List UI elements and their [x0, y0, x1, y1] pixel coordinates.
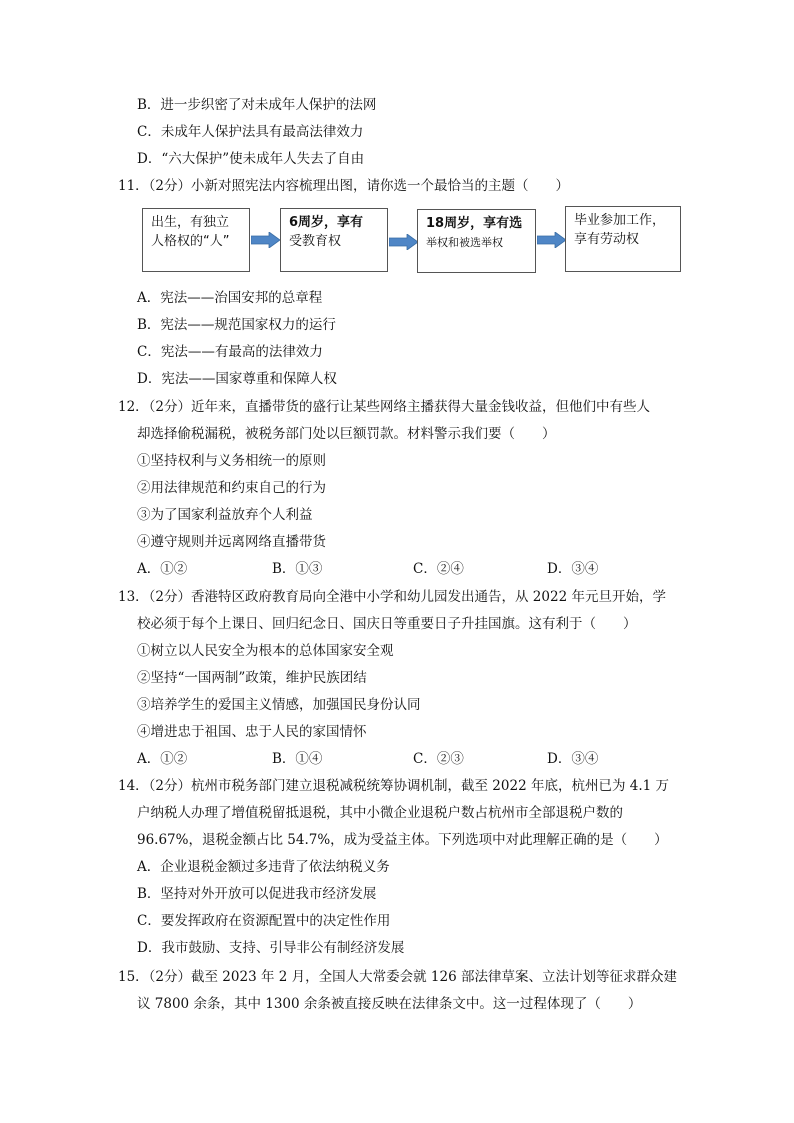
- q12-item-3: ③为了国家利益放弃个人利益: [137, 507, 313, 523]
- diagram-box-work: [565, 206, 681, 272]
- q13-stem-line2: 校必须于每个上课日、回归纪念日、国庆日等重要日子升挂国旗。这有利于（ ）: [137, 616, 637, 632]
- diagram-box-age6-line2: 受教育权: [289, 234, 342, 249]
- q14-option-d: D．我市鼓励、支持、引导非公有制经济发展: [137, 940, 405, 956]
- q13-choice-a: A．①②: [137, 751, 188, 767]
- q13-choice-c: C．②③: [413, 751, 464, 767]
- diagram-box-age18: [417, 209, 536, 273]
- q11-option-b: B．宪法——规范国家权力的运行: [137, 317, 336, 333]
- diagram-box-birth-line1: 出生，有独立: [151, 215, 230, 230]
- diagram-box-age6-line1: 6周岁，享有: [289, 215, 364, 230]
- q12-choice-b: B．①③: [272, 561, 323, 577]
- q11-stem: 11．（2分）小新对照宪法内容梳理出图，请你选一个最恰当的主题（ ）: [118, 178, 570, 194]
- q14-option-b: B．坚持对外开放可以促进我市经济发展: [137, 886, 377, 902]
- q12-choice-c: C．②④: [413, 561, 464, 577]
- q13-choice-d: D．③④: [547, 751, 599, 767]
- q12-item-4: ④遵守规则并远离网络直播带货: [137, 534, 326, 550]
- q10-option-c: C．未成年人保护法具有最高法律效力: [137, 124, 364, 140]
- arrow-right-icon: [537, 232, 567, 248]
- q10-option-d: D．“六大保护”使未成年人失去了自由: [137, 151, 365, 167]
- q14-stem-line1: 14．（2分）杭州市税务部门建立退税减税统筹协调机制，截至 2022 年底，杭州已为 4.1 万: [118, 778, 670, 794]
- q11-option-d: D．宪法——国家尊重和保障人权: [137, 371, 337, 387]
- q13-item-1: ①树立以人民安全为根本的总体国家安全观: [137, 643, 394, 659]
- diagram-box-work-line2: 享有劳动权: [574, 232, 640, 247]
- q13-item-4: ④增进忠于祖国、忠于人民的家国情怀: [137, 724, 367, 740]
- q12-stem-line1: 12．（2分）近年来，直播带货的盛行让某些网络主播获得大量金钱收益，但他们中有些人: [118, 399, 651, 415]
- q15-stem-line1: 15．（2分）截至 2023 年 2 月，全国人大常委会就 126 部法律草案、立法计划等征求群众建: [118, 969, 677, 985]
- q13-item-2: ②坚持“一国两制”政策，维护民族团结: [137, 670, 367, 686]
- arrow-right-icon: [389, 234, 419, 250]
- q12-stem-line2: 却选择偷税漏税，被税务部门处以巨额罚款。材料警示我们要（ ）: [137, 426, 556, 442]
- q13-stem-line1: 13．（2分）香港特区政府教育局向全港中小学和幼儿园发出通告，从 2022 年元旦开始，学: [118, 589, 666, 605]
- diagram-box-birth: [142, 208, 250, 272]
- q13-item-3: ③培养学生的爱国主义情感，加强国民身份认同: [137, 697, 421, 713]
- diagram-box-birth-line2: 人格权的“人”: [151, 234, 230, 249]
- diagram-box-age18-line2: 举权和被选举权: [426, 236, 503, 249]
- q12-item-1: ①坚持权利与义务相统一的原则: [137, 453, 326, 469]
- q11-option-a: A．宪法——治国安邦的总章程: [137, 290, 323, 306]
- q15-stem-line2: 议 7800 余条，其中 1300 余条被直接反映在法律条文中。这一过程体现了（ ）: [137, 996, 642, 1012]
- q10-option-b: B．进一步织密了对未成年人保护的法网: [137, 97, 377, 113]
- diagram-box-age6: [280, 208, 388, 272]
- diagram-box-age18-line1: 18周岁，享有选: [426, 216, 523, 231]
- q14-stem-line2: 户纳税人办理了增值税留抵退税，其中小微企业退税户数占杭州市全部退税户数的: [137, 805, 623, 821]
- q12-item-2: ②用法律规范和约束自己的行为: [137, 480, 326, 496]
- diagram-box-work-line1: 毕业参加工作，: [574, 213, 666, 228]
- q14-stem-line3: 96.67%，退税金额占比 54.7%，成为受益主体。下列选项中对此理解正确的是（ ）: [137, 832, 668, 848]
- q12-choice-d: D．③④: [547, 561, 599, 577]
- q12-choice-a: A．①②: [137, 561, 188, 577]
- arrow-right-icon: [251, 232, 281, 248]
- q13-choice-b: B．①④: [272, 751, 323, 767]
- q14-option-a: A．企业退税金额过多违背了依法纳税义务: [137, 859, 390, 875]
- q11-option-c: C．宪法——有最高的法律效力: [137, 344, 323, 360]
- q14-option-c: C．要发挥政府在资源配置中的决定性作用: [137, 913, 391, 929]
